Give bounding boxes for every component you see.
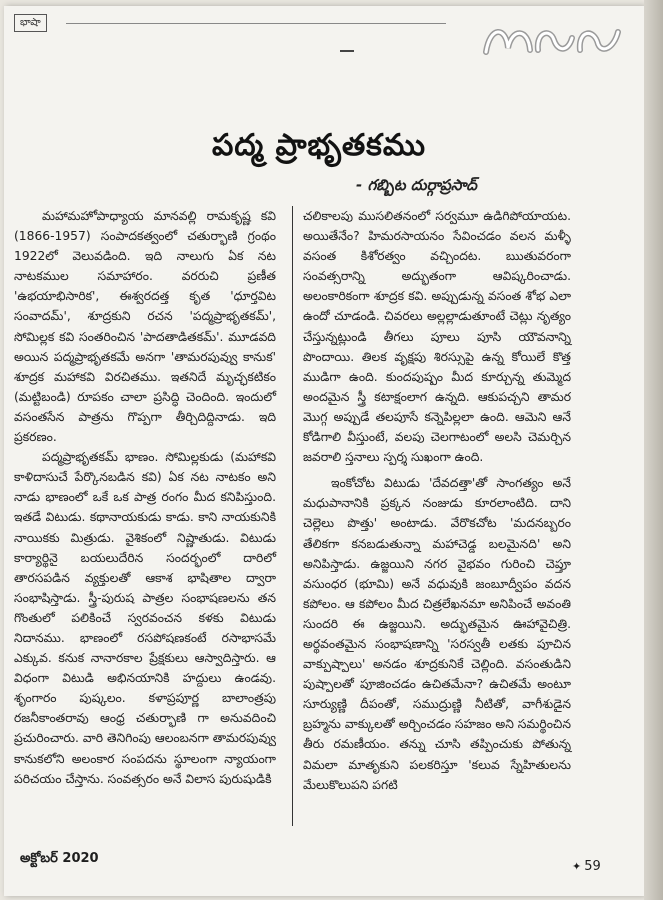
ornament-dash (340, 50, 354, 52)
magazine-logo (476, 18, 626, 64)
section-tag: భాషా (14, 14, 47, 32)
right-column (303, 206, 571, 795)
paragraph: మహామహోపాధ్యాయ మానవల్లి రామకృష్ణ కవి (1866-1957) సంపాదకత్వంలో చతుర్భాణి గ్రంథం 1922లో వెలువడింది. ఇది నాలుగు ఏక నట నాటకముల సమాహారం. వరరుచి ప్రణీత 'ఉభయాభిసారిక', ఈశ్వరదత్త కృత 'ధూర్తవిట సంవాదమ్', శూద్రకుని రచన 'పద్మప్రాభృతకమ్', సోమిల్లక కవి సంతరించిన 'పాదతాడితకమ్'. మూడవది అయిన పద్మప్రాభృతకమే అనగా 'తామరపువ్వు కానుక' శూద్రక మహాకవి విరచితము. ఇతనిదే మృచ్ఛకటికం (మట్టిబండి) రూపకం చాలా ప్రసిద్ధి చెందింది. ఇందులో వసంతసేన పాత్రను గొప్పగా తీర్చిదిద్దినాడు. ఇది ప్రకరణం. (14, 209, 276, 445)
page-number-block (572, 859, 601, 874)
magazine-page (4, 6, 644, 896)
star-icon: ✦ (572, 860, 582, 873)
paragraph: పద్మప్రాభృతకమ్ భాణం. సోమిల్లకుడు (మహాకవి కాళిదాసుచే పేర్కొనబడిన కవి) ఏక నట నాటకం అని నాడు భాణంలో ఒకే ఒక పాత్ర రంగం మీద కనిపిస్తుంది. ఇతడే విటుడు. కథానాయకుడు కాడు. కాని నాయకునికి నాయికకు మిత్రుడు. వైశికంలో నిష్ణాతుడు. విటుడు కార్యార్థినై బయలుదేరిన సందర్భంలో దారిలో తారసపడిన వ్యక్తులతో ఆకాశ భాషితాల ద్వారా సంభాషిస్తాడు. స్త్రీ-పురుష పాత్రల సంభాషణలను తన గొంతులో పలికించే స్వరవంచన కళకు విటుడు నిదానము. భాణంలో రసపోషణకంటే రసాభాసమే ఎక్కువ. కనుక నానారకాల ప్రేక్షకులు ఆస్వాదిస్తారు. ఆ విధంగా విటుడి అభినయానికి హద్దులు ఉండవు. శృంగారం పుష్కలం. కళాప్రపూర్ణ బాలాంత్రపు రజనీకాంతరావు ఆంధ్ర చతుర్భాణి గా అనువదించి ప్రచురించారు. వారి తెనిగింపు ఆలంబనగా తామరపువ్వు కానుకలోని అలంకార సంపదను స్థూలంగా న్యాయంగా పరిచయం చేస్తాను. సంవత్సరం అనే విలాస పురుషుడికి (14, 450, 276, 786)
paragraph: చలికాలపు ముసలితనంలో సర్వమూ ఉడిగిపోయాయట. అయితేనేం? హిమరసాయనం సేవించడం వలన మళ్ళీ వసంత కిశోరత్వం వచ్చిందట. ఋతువరంగా సంవత్సరాన్ని అద్భుతంగా ఆవిష్కరించాడు. అలంకారికంగా శూద్రక కవి. అప్పుడున్న వసంత శోభ ఎలా ఉందో చూడండి. చివరలు అల్లల్లాడుతూంటే చెట్లు నృత్యం చేస్తున్నట్లుండి తీగలు పూలు పూసి యౌవనాన్ని పొందాయి. తిలక వృక్షపు శిరస్సుపై ఉన్న కోయిలే కొత్త ముడిగా ఉంది. కుందపుష్పం మీద కూర్చున్న తుమ్మెద అందమైన స్త్రీ కటాక్షంలాగ ఉన్నది. ఆకుపచ్చని తామర మొగ్గ అప్పుడే తలపూసే కన్నెపిల్లలా ఉంది. ఆమెని ఆనే కోడిగాలి వీస్తుంటే, వలపు చెలగాటంలో అలసి చెమర్చిన జవరాలి స్తనాలు స్పర్శ సుఖంగా ఉంది. (303, 209, 571, 465)
left-column (14, 206, 276, 789)
column-divider (292, 206, 293, 826)
issue-month: అక్టోబర్ 2020 (20, 851, 99, 866)
page-edge (644, 0, 663, 900)
article-title: పద్మ ప్రాభృతకము (212, 128, 426, 163)
paragraph: ఇంకోచోట విటుడు 'దేవదత్తా'తో సాంగత్యం అనే మధుపానానికి ప్రక్కన నంజుడు కూరలాంటిది. దాని చెల్లెలు పొత్తు' అంటాడు. వేరొకచోట 'మదనబ్బరం తేలికగా కనబడుతున్నా మహాచెడ్డ బలమైనది' అని అనిపిస్తాడు. ఉజ్జయిని నగర వైభవం గురించి చెప్తూ వసుంధర (భూమి) అనే వధువుకి జంబూద్వీపం వదన కపోలం. ఆ కపోలం మీద చిత్రలేఖనమా అనిపించే అవంతి సుందరి ఈ ఉజ్జయిని. అద్భుతమైన ఊహావైచిత్రి. అర్థవంతమైన సంభాషణాన్ని 'సరస్వతీ లతకు పూచిన వాక్పుష్పాలు' అనడం శూద్రకునికే చెల్లింది. వసంతుడిని పుష్పాలతో పూజించడం ఉచితమేనా? ఉచితమే అంటూ సూర్యుణ్ణి దీపంతో, సముద్రుణ్ణి నీటితో, వాగీశుడైన బ్రహ్మను వాక్కులతో అర్చించడం సహజం అని సమర్థించిన తీరు రమణీయం. తన్ను చూసి తప్పించుకు పోతున్న విమలా మాతృకుని పలకరిస్తూ 'కలువ స్నేహితులను మేలుకొలుపని పగటి (303, 476, 571, 792)
article-author: - గబ్బిట దుర్గాప్రసాద్ (356, 176, 477, 194)
header-rule (66, 23, 446, 24)
page-number: 59 (584, 859, 601, 874)
